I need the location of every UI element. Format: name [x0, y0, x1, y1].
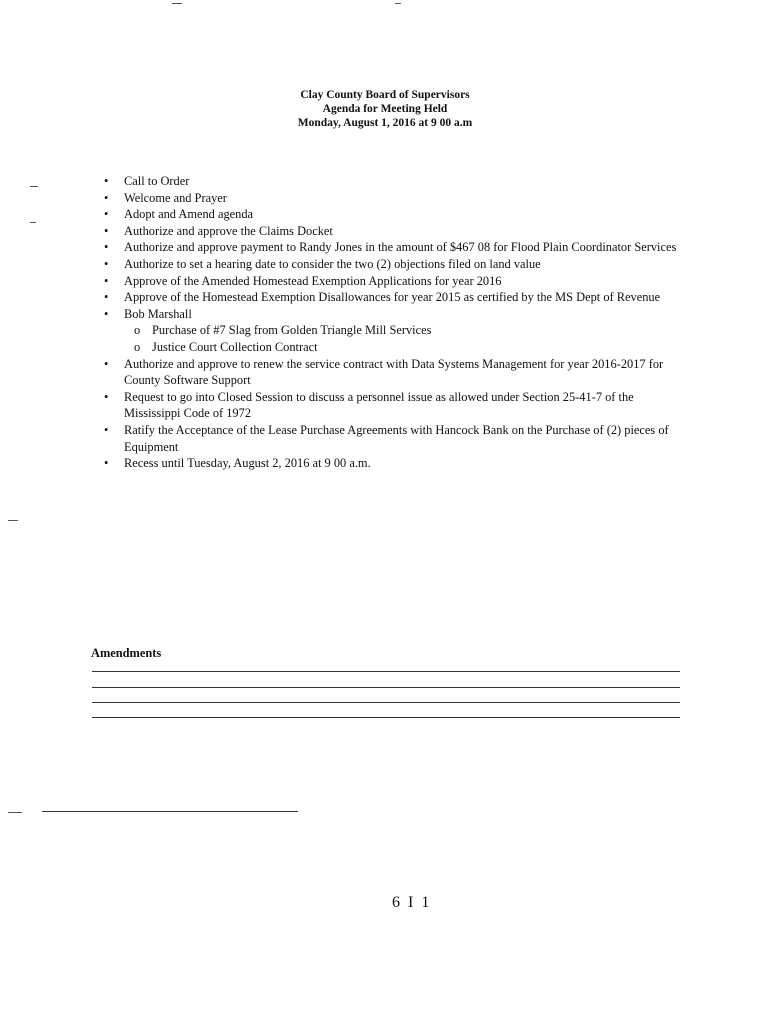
agenda-item-text: Authorize and approve to renew the service contract with Data Systems Management for year 2016-2017 for County Software Support — [124, 356, 664, 388]
agenda-item-text: Authorize to set a hearing date to consider the two (2) objections filed on land value — [124, 256, 541, 271]
agenda-item-text: Authorize and approve the Claims Docket — [124, 223, 333, 238]
bullet-icon: • — [104, 290, 109, 305]
agenda-item — [104, 455, 689, 472]
agenda-item — [104, 206, 689, 223]
agenda-item — [104, 223, 689, 240]
header-date: Monday, August 1, 2016 at 9 00 a.m — [297, 117, 473, 129]
bullet-icon: • — [104, 422, 109, 437]
amendment-line — [92, 671, 680, 672]
margin-mark — [172, 3, 182, 4]
header-title: Clay County Board of Supervisors — [300, 89, 470, 101]
agenda-item-text: Authorize and approve payment to Randy Jones in the amount of $467 08 for Flood Plain Coordinator Services — [124, 240, 677, 255]
bullet-icon: • — [104, 240, 109, 255]
page-number: 6 I 1 — [392, 894, 432, 911]
header-subtitle: Agenda for Meeting Held — [322, 103, 448, 115]
agenda-list — [104, 173, 689, 472]
agenda-item-text: Recess until Tuesday, August 2, 2016 at 9 00 a.m. — [124, 456, 371, 471]
amendments-title: Amendments — [91, 646, 162, 660]
bullet-icon: • — [104, 456, 109, 471]
bullet-icon: • — [104, 190, 109, 205]
margin-mark — [8, 520, 18, 521]
agenda-item — [104, 190, 689, 207]
margin-mark — [30, 186, 38, 187]
agenda-item — [104, 356, 689, 389]
agenda-item — [104, 389, 689, 422]
circle-bullet-icon: o — [134, 339, 141, 354]
agenda-item-text: Request to go into Closed Session to discuss a personnel issue as allowed under Section 25-41-7 of the Mississippi Code of 1972 — [124, 389, 634, 421]
bullet-icon: • — [104, 389, 109, 404]
bullet-icon: • — [104, 356, 109, 371]
agenda-item — [104, 273, 689, 290]
bullet-icon: • — [104, 223, 109, 238]
agenda-item — [104, 306, 689, 323]
agenda-item-text: Adopt and Amend agenda — [124, 207, 254, 222]
bullet-icon: • — [104, 306, 109, 321]
signature-line — [42, 811, 298, 812]
agenda-header — [0, 88, 770, 130]
agenda-item-text: Ratify the Acceptance of the Lease Purchase Agreements with Hancock Bank on the Purchase of (2) pieces of Equipment — [124, 422, 669, 454]
margin-mark — [8, 812, 22, 813]
agenda-item-text: Welcome and Prayer — [124, 190, 227, 205]
agenda-sub-item-text: Justice Court Collection Contract — [152, 339, 318, 354]
bullet-icon: • — [104, 256, 109, 271]
agenda-item-text: Approve of the Amended Homestead Exemption Applications for year 2016 — [124, 273, 502, 288]
agenda-item — [104, 256, 689, 273]
amendment-line — [92, 717, 680, 718]
agenda-item — [104, 422, 689, 455]
circle-bullet-icon: o — [134, 323, 141, 338]
margin-mark — [30, 222, 36, 223]
agenda-sub-item-text: Purchase of #7 Slag from Golden Triangle Mill Services — [152, 323, 432, 338]
agenda-sub-item — [104, 322, 689, 339]
agenda-item-text: Call to Order — [124, 174, 190, 188]
bullet-icon: • — [104, 174, 109, 188]
amendment-line — [92, 702, 680, 703]
bullet-icon: • — [104, 273, 109, 288]
bullet-icon: • — [104, 207, 109, 222]
agenda-item — [104, 173, 689, 190]
agenda-item — [104, 289, 689, 306]
agenda-item-text: Bob Marshall — [124, 306, 192, 321]
agenda-item-text: Approve of the Homestead Exemption Disallowances for year 2015 as certified by the MS Dept of Revenue — [124, 290, 661, 305]
margin-mark — [395, 3, 401, 4]
amendment-line — [92, 687, 680, 688]
agenda-sub-item — [104, 339, 689, 356]
agenda-item — [104, 239, 689, 256]
